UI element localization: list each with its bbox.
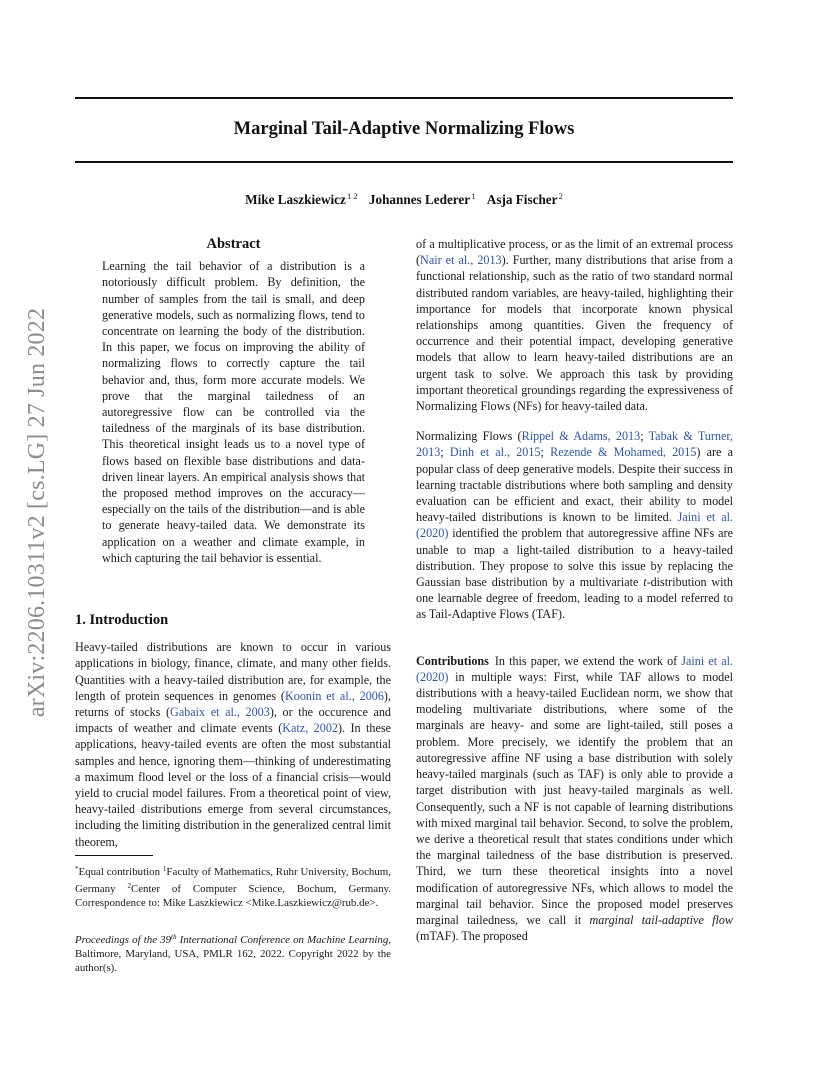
arxiv-identifier: arXiv:2206.10311v2 [cs.LG] 27 Jun 2022 [24,307,51,718]
author [487,192,563,207]
citation-link[interactable]: Katz, 2002 [282,721,338,736]
proceedings-note: Proceedings of the 39th International Conference on Machine Learning, Baltimore, Maryland, USA, PMLR 162, 2022. Copyright 2022 by the author(s). [75,933,391,974]
citation-link[interactable]: Jaini et al. (2020) [416,653,733,684]
introduction-heading: 1. Introduction [75,612,169,628]
citation-link[interactable]: Koonin et al., 2006 [284,688,384,703]
citation-link[interactable]: Tabak & Turner, 2013 [416,429,733,460]
paper-title: Marginal Tail-Adaptive Normalizing Flows [233,119,575,139]
contributions-paragraph: Contributions In this paper, we extend the work of Jaini et al. (2020) in multiple ways: First, while TAF allows to model distributions with a heavy-tailed Euclidean norm, we show that modeling multivariate distributions, where some of the marginals are heavy- and some are light-tailed, still poses a problem. More precisely, we identify the problem that an autoregressive affine NF using a base distribution with solely heavy-tailed marginals (such as TAF) is only able to provide a target distribution with just heavy-tailed marginals as well. Consequently, such a NF is not capable of learning distributions with mixed marginal tail behavior. Second, to solve the problem, we derive a theoretical result that states conditions under which the marginal tailedness of the base distribution is preserved. Third, we turn these theoretical insights into a novel modification of autoregressive NFs, which allows to model the marginal tail behavior. Since the proposed model preserves marginal tailedness, we call it marginal tail-adaptive flow (mTAF). The proposed [416,653,733,944]
abstract-text: Learning the tail behavior of a distribution is a notoriously difficult problem. By definition, the number of samples from the tail is small, and deep generative models, such as normalizing flows, tend to concentrate on learning the body of the distribution. In this paper, we focus on improving the ability of normalizing flows to correctly capture the tail behavior and, thus, form more accurate models. We prove that the marginal tailedness of an autoregressive flow can be controlled via the tailedness of the marginals of its base distribution. This theoretical insight leads us to a novel type of flows based on flexible base distributions and data-driven linear layers. An empirical analysis shows that the proposed method improves on the accuracy—especially on the tails of the distribution—and is able to generate heavy-tailed data. We demonstrate its application on a weather and climate example, in which capturing the tail behavior is essential. [102,259,365,565]
arxiv-sidebar-stamp [18,290,58,735]
abstract-section [102,236,365,566]
author-name: Johannes Lederer [368,192,471,207]
footnote-rule [75,855,153,856]
author-name: Asja Fischer [486,192,558,207]
author-list [75,191,733,208]
introduction-paragraph-continued: of a multiplicative process, or as the limit of an extremal process (Nair et al., 2013). Further, many distributions that arise from a functional relationship, such as the ratio of two standard normal distributed random variables, are heavy-tailed, highlighting their importance for models that incorporate known physical relationships among quantities. Given the frequency of occurrence and their potential impact, developing generative models that allow to learn heavy-tailed distributions are an urgent task to solve. We approach this task by providing important theoretical groundings regarding the expressiveness of Normalizing Flows (NFs) for heavy-tailed data. [416,237,734,414]
contributions-heading: Contributions [416,653,489,668]
right-column [416,236,733,944]
author-name: Mike Laszkiewicz [245,192,346,207]
citation-link[interactable]: Gabaix et al., 2003 [170,705,270,720]
author [245,192,357,207]
author-affiliation: 1 [471,191,476,201]
normalizing-flows-paragraph: Normalizing Flows (Rippel & Adams, 2013; Tabak & Turner, 2013; Dinh et al., 2015; Rezende & Mohamed, 2015) are a popular class of deep generative models. Despite their success in learning tractable distributions where both sampling and density evaluation can be efficient and exact, their ability to model heavy-tailed distributions is known to be limited. Jaini et al. (2020) identified the problem that autoregressive affine NFs are unable to map a light-tailed distribution to a heavy-tailed distribution. They propose to solve this issue by replacing the Gaussian base distribution by a multivariate t-distribution with one learnable degree of freedom, leading to a model referred to as Tail-Adaptive Flows (TAF). [416,429,734,622]
author [369,192,476,207]
top-rule [75,97,733,99]
citation-link[interactable]: Jaini et al. (2020) [416,510,733,541]
citation-link[interactable]: Dinh et al., 2015 [449,445,541,460]
author-affiliation: 1 2 [346,191,358,201]
citation-link[interactable]: Rippel & Adams, 2013 [521,429,641,444]
abstract-heading: Abstract [206,236,261,252]
author-affiliation: 2 [558,191,563,201]
introduction-paragraph: Heavy-tailed distributions are known to occur in various applications in biology, finance, climate, and many other fields. Quantities with a heavy-tailed distribution are, for example, the length of protein sequences in genomes (Koonin et al., 2006), returns of stocks (Gabaix et al., 2003), or the occurence and impacts of weather and climate events (Katz, 2002). In these applications, heavy-tailed events are often the most substantial samples and hence, ignoring them—thinking of underestimating a maximum flood level or the loss of a financial crisis—would yield to crucial model failures. From a theoretical point of view, heavy-tailed distributions emerge from several circumstances, including the limiting distribution in the generalized central limit theorem, [75,640,391,849]
citation-link[interactable]: Rezende & Mohamed, 2015 [550,445,697,460]
title-bottom-rule [75,161,733,163]
citation-link[interactable]: Nair et al., 2013 [420,253,502,268]
footnote: *Equal contribution $^1$Faculty of Mathematics, Ruhr University, Bochum, Germany $^2$Center of Computer Science, Bochum, Germany. Correspondence to: Mike Laszkiewicz <Mike.Laszkiewicz@rub.de>. [75,865,391,909]
introduction-section [75,612,391,850]
